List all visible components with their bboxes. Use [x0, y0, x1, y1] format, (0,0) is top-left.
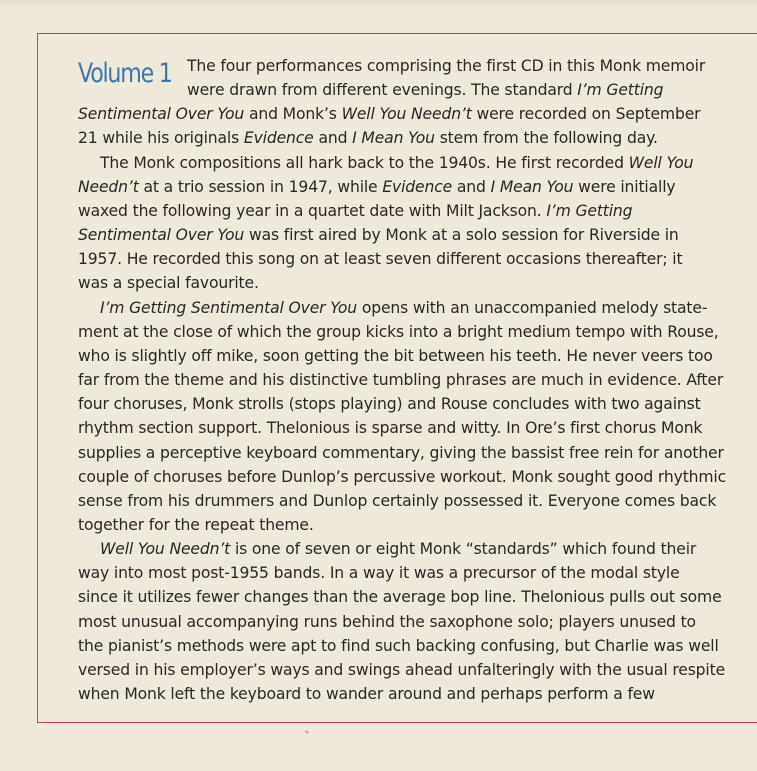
italic-title: I Mean You — [352, 129, 435, 148]
text-run: were recorded on September — [471, 105, 701, 124]
text-run: and — [313, 129, 353, 148]
text-line — [78, 54, 728, 78]
text-line — [78, 78, 728, 102]
text-run: rhythm section support. Thelonious is sparse and witty. In Ore’s first chorus Monk — [78, 419, 703, 438]
italic-title: I’m Getting — [577, 81, 664, 100]
text-run: far from the theme and his distinctive tumbling phrases are much in evidence. After — [78, 371, 724, 390]
italic-title: Sentimental Over You — [78, 226, 245, 245]
text-run: at a trio session in 1947, while — [138, 177, 383, 196]
text-run: since it utilizes fewer changes than the average bop line. Thelonious pulls out some — [78, 588, 722, 607]
text-line — [78, 682, 728, 706]
text-run: couple of choruses before Dunlop’s percussive workout. Monk sought good rhythmic — [78, 467, 727, 486]
italic-title: Evidence — [243, 129, 314, 148]
text-line — [78, 537, 728, 561]
text-line — [78, 102, 728, 126]
text-line — [78, 441, 728, 465]
text-line — [78, 513, 728, 537]
page-edge — [0, 0, 757, 8]
text-line — [78, 296, 728, 320]
text-line — [78, 465, 728, 489]
text-run: and Monk’s — [244, 105, 342, 124]
text-run: versed in his employer’s ways and swings ahead unfalteringly with the usual respite — [78, 660, 726, 679]
text-line — [78, 489, 728, 513]
text-line — [78, 610, 728, 634]
text-line — [78, 247, 728, 271]
text-run: most unusual accompanying runs behind the saxophone solo; players unused to — [78, 612, 696, 631]
text-run: were drawn from different evenings. The standard — [187, 81, 578, 100]
text-line — [78, 271, 728, 295]
text-run: sense from his drummers and Dunlop certainly possessed it. Everyone comes back — [78, 491, 717, 510]
text-line — [78, 344, 728, 368]
italic-title: Needn’t — [78, 177, 139, 196]
text-line — [78, 634, 728, 658]
text-run: way into most post-1955 bands. In a way it was a precursor of the modal style — [78, 564, 680, 583]
text-run: waxed the following year in a quartet date with Milt Jackson. — [78, 201, 547, 220]
text-line — [78, 561, 728, 585]
text-line — [78, 223, 728, 247]
text-line — [78, 416, 728, 440]
text-run: 1957. He recorded this song on at least seven different occasions thereafter; it — [78, 250, 683, 269]
text-run: supplies a perceptive keyboard commentary, giving the bassist free rein for another — [78, 443, 724, 462]
text-run: The Monk compositions all hark back to the 1940s. He first recorded — [100, 153, 629, 172]
italic-title: Well You — [628, 153, 694, 172]
italic-title: I’m Getting Sentimental Over You — [100, 298, 358, 317]
text-line — [78, 585, 728, 609]
text-run: four choruses, Monk strolls (stops playing) and Rouse concludes with two against — [78, 395, 701, 414]
text-run: was first aired by Monk at a solo session for Riverside in — [244, 226, 679, 245]
text-line — [78, 392, 728, 416]
text-run: stem from the following day. — [434, 129, 658, 148]
text-run: and — [452, 177, 491, 196]
text-run: was a special favourite. — [78, 274, 259, 293]
paragraph-lines — [78, 54, 728, 706]
paper-speck — [305, 730, 309, 734]
text-line — [78, 320, 728, 344]
text-line — [78, 658, 728, 682]
italic-title: Evidence — [382, 177, 453, 196]
italic-title: Well You Needn’t — [100, 540, 231, 559]
italic-title: Well You Needn’t — [341, 105, 472, 124]
italic-title: I Mean You — [490, 177, 574, 196]
italic-title: Sentimental Over You — [78, 105, 245, 124]
text-run: The four performances comprising the first CD in this Monk memoir — [187, 57, 706, 75]
text-run: ment at the close of which the group kicks into a bright medium tempo with Rouse, — [78, 322, 719, 341]
text-run: opens with an unaccompanied melody state- — [357, 298, 708, 317]
text-line — [78, 175, 728, 199]
italic-title: I’m Getting — [546, 201, 633, 220]
text-run: is one of seven or eight Monk “standards” which found their — [230, 540, 697, 559]
section-heading: Volume 1 — [78, 58, 172, 89]
text-line — [78, 368, 728, 392]
liner-notes-text — [78, 54, 728, 706]
text-run: when Monk left the keyboard to wander around and perhaps perform a few — [78, 685, 655, 704]
text-run: 21 while his originals — [78, 129, 244, 148]
text-run: together for the repeat theme. — [78, 515, 314, 534]
text-line — [78, 151, 728, 175]
text-run: were initially — [573, 177, 676, 196]
text-run: the pianist’s methods were apt to find such backing confusing, but Charlie was well — [78, 636, 719, 655]
text-run: who is slightly off mike, soon getting the bit between his teeth. He never veers too — [78, 346, 713, 365]
text-line — [78, 126, 728, 150]
text-line — [78, 199, 728, 223]
